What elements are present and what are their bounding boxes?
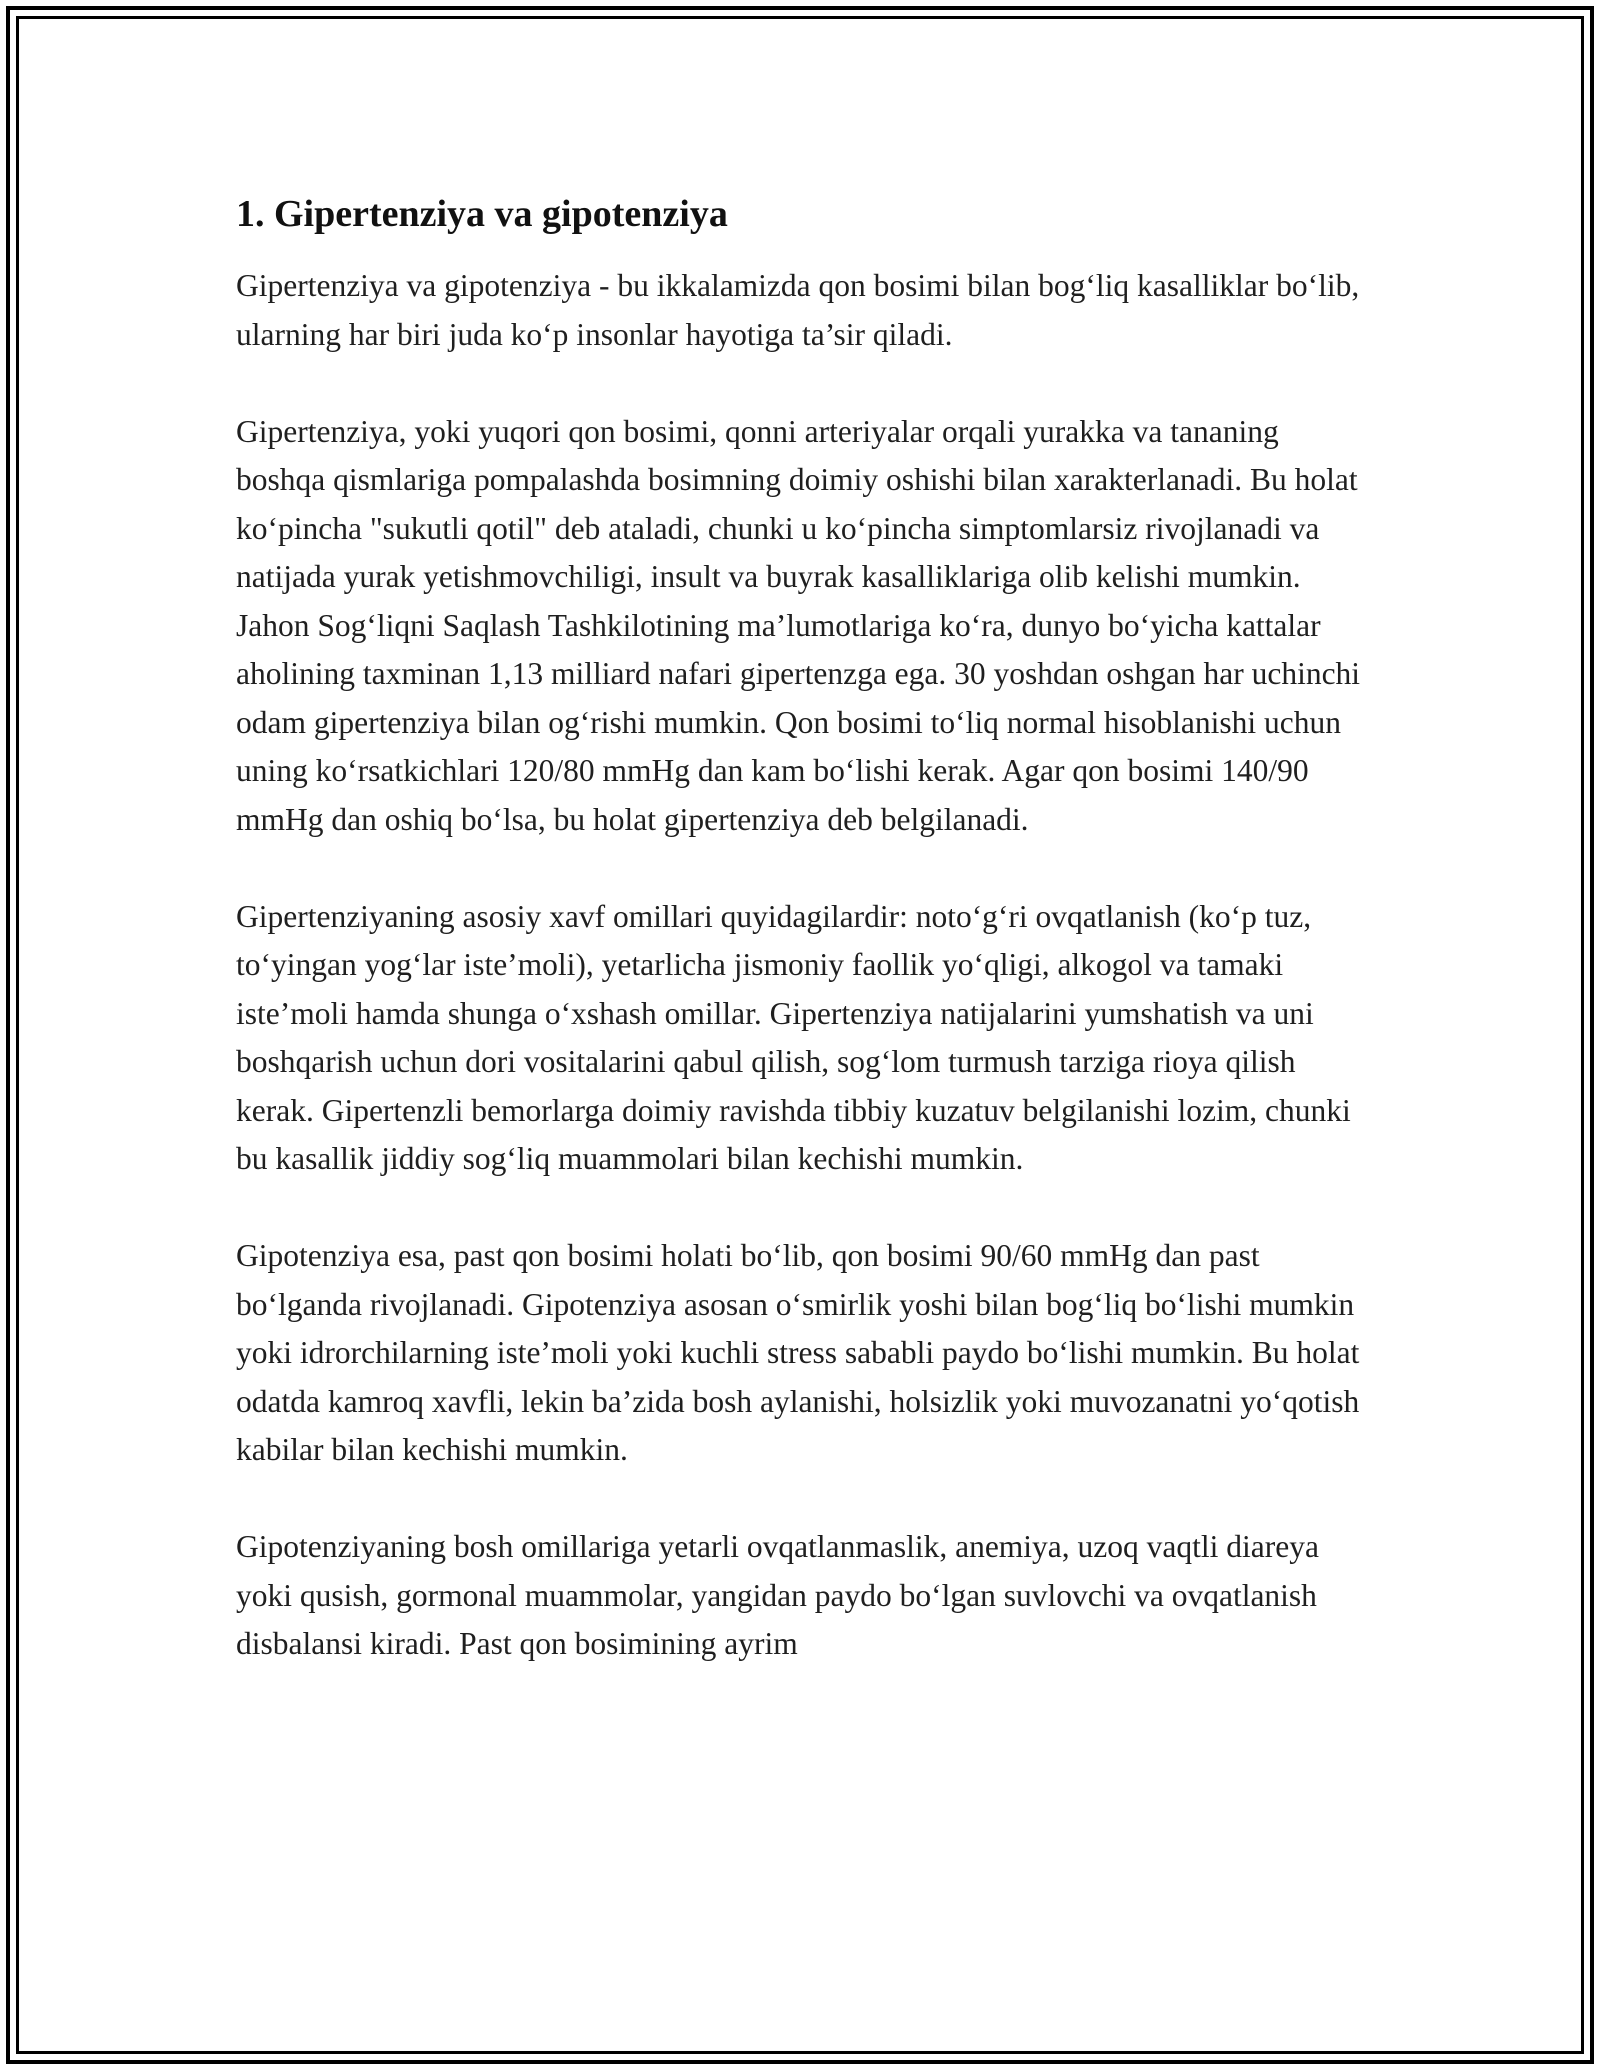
- paragraph-intro: Gipertenziya va gipotenziya - bu ikkalamizda qon bosimi bilan bog‘liq kasalliklar bo‘lib, ularning har biri juda ko‘p insonlar hayotiga ta’sir qiladi.: [236, 268, 1360, 352]
- paragraph-hypertension-risk-factors: Gipertenziyaning asosiy xavf omillari quyidagilardir: noto‘g‘ri ovqatlanish (ko‘p tuz, to‘yingan yog‘lar iste’moli), yetarlicha jismoniy faollik yo‘qligi, alkogol va tamaki iste’moli hamda shunga o‘xshash omillar. Gipertenziya natijalarini yumshatish va uni boshqarish uchun dori vositalarini qabul qilish, sog‘lom turmush tarziga rioya qilish kerak. Gipertenzli bemorlarga doimiy ravishda tibbiy kuzatuv belgilanishi lozim, chunki bu kasallik jiddiy sog‘liq muammolari bilan kechishi mumkin.: [236, 898, 1351, 1176]
- paragraph-hypotension-definition: Gipotenziya esa, past qon bosimi holati bo‘lib, qon bosimi 90/60 mmHg dan past bo‘lganda rivojlanadi. Gipotenziya asosan o‘smirlik yoshi bilan bog‘liq bo‘lishi mumkin yoki idrorchilarning iste’moli yoki kuchli stress sababli paydo bo‘lishi mumkin. Bu holat odatda kamroq xavfli, lekin ba’zida bosh aylanishi, holsizlik yoki muvozanatni yo‘qotish kabilar bilan kechishi mumkin.: [236, 1238, 1360, 1467]
- section-heading: 1. Gipertenziya va gipotenziya: [236, 193, 728, 235]
- paragraph-hypotension-causes: Gipotenziyaning bosh omillariga yetarli ovqatlanmaslik, anemiya, uzoq vaqtli diareya yoki qusish, gormonal muammolar, yangidan paydo bo‘lgan suvlovchi va ovqatlanish disbalansi kiradi. Past qon bosimining ayrim: [236, 1529, 1319, 1661]
- paragraph-hypertension-definition: Gipertenziya, yoki yuqori qon bosimi, qonni arteriyalar orqali yurakka va tananing boshqa qismlariga pompalashda bosimning doimiy oshishi bilan xarakterlanadi. Bu holat ko‘pincha "sukutli qotil" deb ataladi, chunki u ko‘pincha simptomlarsiz rivojlanadi va natijada yurak yetishmovchiligi, insult va buyrak kasalliklariga olib kelishi mumkin. Jahon Sog‘liqni Saqlash Tashkilotining ma’lumotlariga ko‘ra, dunyo bo‘yicha kattalar aholining taxminan 1,13 milliard nafari gipertenzga ega. 30 yoshdan oshgan har uchinchi odam gipertenziya bilan og‘rishi mumkin. Qon bosimi to‘liq normal hisoblanishi uchun uning ko‘rsatkichlari 120/80 mmHg dan kam bo‘lishi kerak. Agar qon bosimi 140/90 mmHg dan oshiq bo‘lsa, bu holat gipertenziya deb belgilanadi.: [236, 413, 1361, 837]
- document-page: [236, 186, 1366, 1717]
